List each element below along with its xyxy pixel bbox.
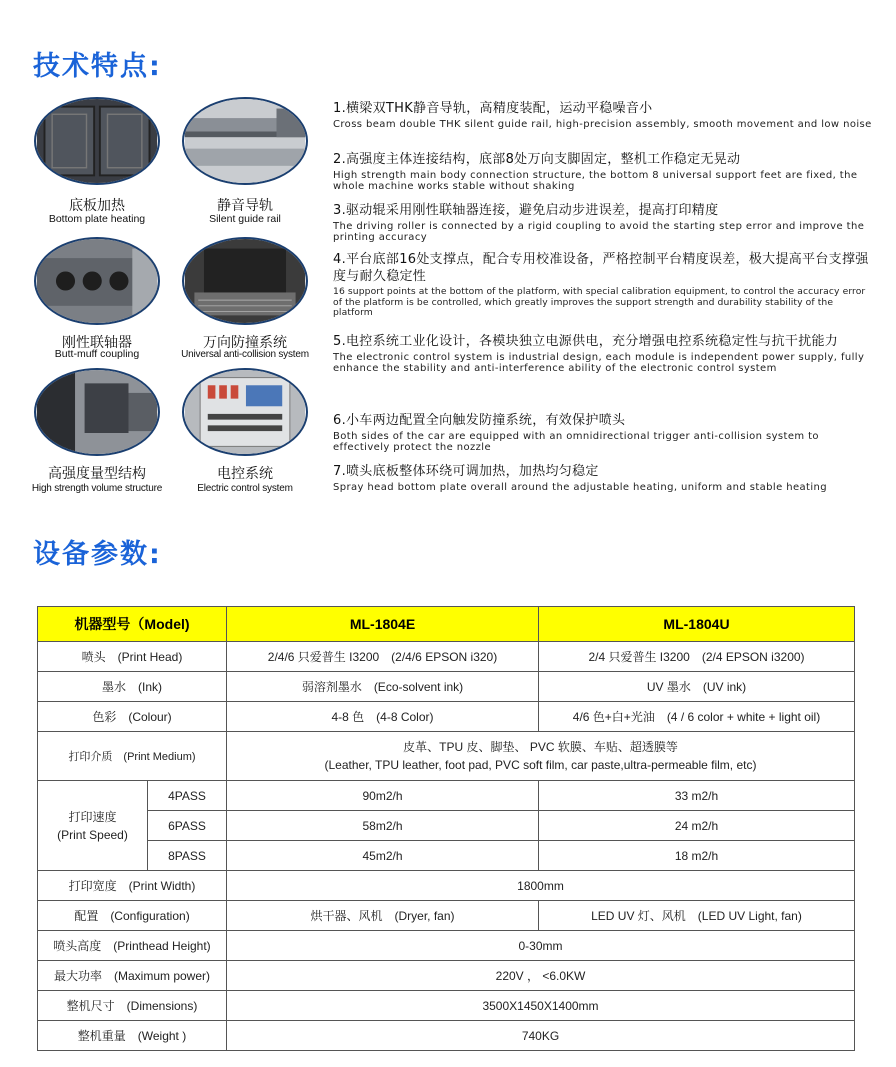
model-e-header: ML-1804E — [227, 607, 539, 642]
table-row — [38, 642, 855, 672]
table-row — [38, 841, 855, 871]
cell-value: 220V ， <6.0KW — [227, 961, 855, 991]
feature-zh: 1.横梁双THK静音导轨，高精度装配，运动平稳噪音小 — [333, 101, 653, 116]
feature-zh: 7.喷头底板整体环绕可调加热，加热均匀稳定 — [333, 464, 599, 479]
model-u-header: ML-1804U — [539, 607, 855, 642]
feature-item — [333, 202, 873, 243]
table-row — [38, 931, 855, 961]
pass-label: 8PASS — [148, 841, 227, 871]
spec-table — [37, 606, 855, 1051]
feature-en: High strength main body connection structure, the bottom 8 universal support feet are fixed, the whole machine works stable without shaking — [333, 170, 858, 192]
thumb-caption-zh: 万向防撞系统 — [203, 335, 287, 351]
feature-item — [333, 100, 873, 130]
feature-en: 16 support points at the bottom of the platform, with special calibration equipment, to control the accuracy error of the platform is be controlled, which greatly improves the support strength and durability stability of the platform — [333, 286, 866, 318]
media-zh: 皮革、TPU 皮、脚垫、 PVC 软膜、车贴、超透膜等 — [403, 740, 678, 754]
thumb-caption-zh: 刚性联轴器 — [62, 335, 132, 351]
feature-item — [333, 251, 873, 319]
cell-u: 33 m2/h — [539, 781, 855, 811]
feature-item — [333, 151, 873, 192]
table-row — [38, 991, 855, 1021]
table-header-row — [38, 607, 855, 642]
bottom-plate-photo-icon — [34, 97, 160, 185]
thumb-caption-en: Universal anti-collision system — [181, 349, 309, 360]
cell-e: 烘干器、风机 (Dryer, fan) — [227, 901, 539, 931]
table-row — [38, 961, 855, 991]
thumb-caption-en: Butt-muff coupling — [54, 348, 140, 360]
coupling-photo-icon — [34, 237, 160, 325]
feature-en: The electronic control system is industrial design, each module is independent power supply, fully enhance the stability and anti-interference ability of the electronic control system — [333, 352, 865, 374]
cell-e: 45m2/h — [227, 841, 539, 871]
row-label: 打印介质 (Print Medium) — [38, 732, 227, 781]
table-row — [38, 871, 855, 901]
model-header: 机器型号（Model) — [38, 607, 227, 642]
control-box-photo-icon — [182, 368, 308, 456]
params-heading: 设备参数: — [33, 539, 162, 570]
feature-en: Cross beam double THK silent guide rail, high-precision assembly, smooth movement and low noise — [333, 119, 872, 130]
thumb-caption-zh: 底板加热 — [69, 198, 125, 214]
cell-u: LED UV 灯、风机 (LED UV Light, fan) — [539, 901, 855, 931]
cell-value: 1800mm — [227, 871, 855, 901]
cell-u: 2/4 只爱普生 I3200 (2/4 EPSON i3200) — [539, 642, 855, 672]
thumb-caption-en: Electric control system — [197, 483, 293, 494]
cell-value: 3500X1450X1400mm — [227, 991, 855, 1021]
cell-u: 18 m2/h — [539, 841, 855, 871]
guide-rail-photo-icon — [182, 97, 308, 185]
row-label: 墨水 (Ink) — [38, 672, 227, 702]
row-label: 喷头高度 (Printhead Height) — [38, 931, 227, 961]
features-heading: 技术特点: — [33, 51, 162, 82]
row-label: 整机重量 (Weight ) — [38, 1021, 227, 1051]
speed-label — [38, 781, 148, 871]
table-row — [38, 811, 855, 841]
row-label: 打印宽度 (Print Width) — [38, 871, 227, 901]
thumb-caption-zh: 电控系统 — [217, 466, 273, 482]
cell-media — [227, 732, 855, 781]
cell-u: 24 m2/h — [539, 811, 855, 841]
thumb-caption-en: Bottom plate heating — [48, 213, 146, 225]
cell-u: 4/6 色+白+光油 (4 / 6 color + white + light oil) — [539, 702, 855, 732]
thumb-caption-zh: 高强度量型结构 — [48, 466, 146, 482]
feature-zh: 4.平台底部16处支撑点，配合专用校准设备，严格控制平台精度误差，极大提高平台支撑强度与耐久稳定性 — [333, 252, 869, 284]
cell-e: 90m2/h — [227, 781, 539, 811]
feature-item — [333, 333, 873, 374]
table-row — [38, 901, 855, 931]
feature-en: The driving roller is connected by a rigid coupling to avoid the starting step error and improve the printing accuracy — [333, 221, 865, 243]
feature-item — [333, 412, 873, 453]
media-en: (Leather, TPU leather, foot pad, PVC soft film, car paste,ultra-permeable film, etc) — [324, 758, 757, 772]
feature-zh: 3.驱动辊采用刚性联轴器连接，避免启动步进误差，提高打印精度 — [333, 203, 719, 218]
feature-zh: 2.高强度主体连接结构，底部8处万向支脚固定，整机工作稳定无晃动 — [333, 152, 741, 167]
cell-e: 2/4/6 只爱普生 I3200 (2/4/6 EPSON i320) — [227, 642, 539, 672]
row-label: 最大功率 (Maximum power) — [38, 961, 227, 991]
speed-label-zh: 打印速度 — [68, 809, 117, 824]
table-row — [38, 732, 855, 781]
feature-zh: 5.电控系统工业化设计，各模块独立电源供电，充分增强电控系统稳定性与抗干扰能力 — [333, 334, 839, 349]
row-label: 配置 (Configuration) — [38, 901, 227, 931]
cell-u: UV 墨水 (UV ink) — [539, 672, 855, 702]
table-row — [38, 781, 855, 811]
speed-label-en: (Print Speed) — [57, 827, 128, 842]
row-label: 整机尺寸 (Dimensions) — [38, 991, 227, 1021]
cell-e: 弱溶剂墨水 (Eco-solvent ink) — [227, 672, 539, 702]
feature-en: Spray head bottom plate overall around the adjustable heating, uniform and stable heating — [333, 482, 828, 493]
pass-label: 4PASS — [148, 781, 227, 811]
pass-label: 6PASS — [148, 811, 227, 841]
anti-collision-photo-icon — [182, 237, 308, 325]
structure-photo-icon — [34, 368, 160, 456]
table-row — [38, 672, 855, 702]
thumb-caption-zh: 静音导轨 — [217, 198, 273, 214]
table-row — [38, 702, 855, 732]
feature-item — [333, 463, 873, 493]
table-row — [38, 1021, 855, 1051]
feature-en: Both sides of the car are equipped with an omnidirectional trigger anti-collision system to effectively protect the nozzle — [333, 431, 819, 453]
cell-value: 740KG — [227, 1021, 855, 1051]
feature-zh: 6.小车两边配置全向触发防撞系统，有效保护喷头 — [333, 413, 626, 428]
cell-e: 4-8 色 (4-8 Color) — [227, 702, 539, 732]
thumb-caption-en: Silent guide rail — [209, 213, 281, 225]
cell-value: 0-30mm — [227, 931, 855, 961]
thumb-caption-en: High strength volume structure — [31, 483, 163, 494]
cell-e: 58m2/h — [227, 811, 539, 841]
row-label: 喷头 (Print Head) — [38, 642, 227, 672]
row-label: 色彩 (Colour) — [38, 702, 227, 732]
